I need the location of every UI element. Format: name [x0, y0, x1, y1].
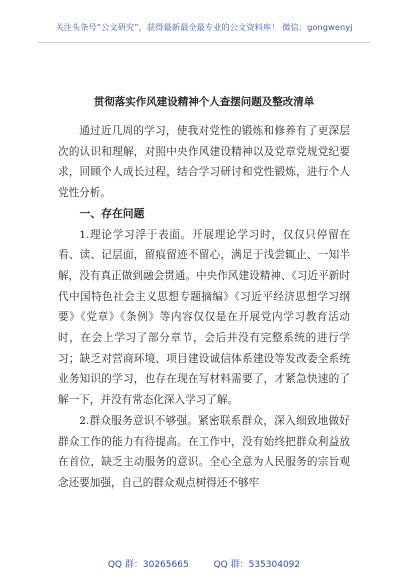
header-divider — [38, 42, 370, 43]
section-heading: 一、存在问题 — [79, 206, 145, 220]
intro-paragraph: 通过近几周的学习，使我对党性的锻炼和修养有了更深层次的认识和理解，对照中央作风建设精神以及党章党规党纪要求，回顾个人成长过程，结合学习研讨和党性锻炼，进行个人党性分析。 — [58, 125, 350, 200]
document-body — [58, 121, 350, 494]
document-title: 贯彻落实作风建设精神个人查摆问题及整改清单 — [93, 96, 315, 108]
problem-paragraph-1: 1.理论学习浮于表面。开展理论学习时，仅仅只停留在看、读、记层面，留痕留迹不留心，满足于浅尝辄止、一知半解，没有真正做到融会贯通。中央作风建设精神、《习近平新时代中国特色社会主义思想专题摘编》《习近平经济思想学习纲要》《党章》《条例》等内容仅仅是在开展党内学习教育活动时，在会上学习了部分章节，会后并没有完整系统的进行学习；缺乏对营商环境、项目建设诚信体系建设等发改委全系统业务知识的学习，也存在现在写材料需要了，才紧急快速的了解一下，并没有常态化深入学习了解。 — [58, 228, 350, 407]
header-banner: 关注头条号“公文研究”，获得最新最全最专业的公文资料库！ 微信：gongwenyj — [55, 22, 353, 32]
footer-qq-group-2: QQ 群：535304092 — [213, 560, 301, 570]
problem-paragraph-2: 2.群众服务意识不够强。紧密联系群众，深入细致地做好群众工作的能力有待提高。在工作中，没有始终把群众利益放在首位，缺乏主动服务的意识。全心全意为人民服务的宗旨观念还要加强，自己的群众观点树得还不够牢 — [58, 414, 350, 489]
footer-contact — [0, 557, 408, 570]
footer-qq-group-1: QQ 群：30265665 — [107, 560, 189, 570]
